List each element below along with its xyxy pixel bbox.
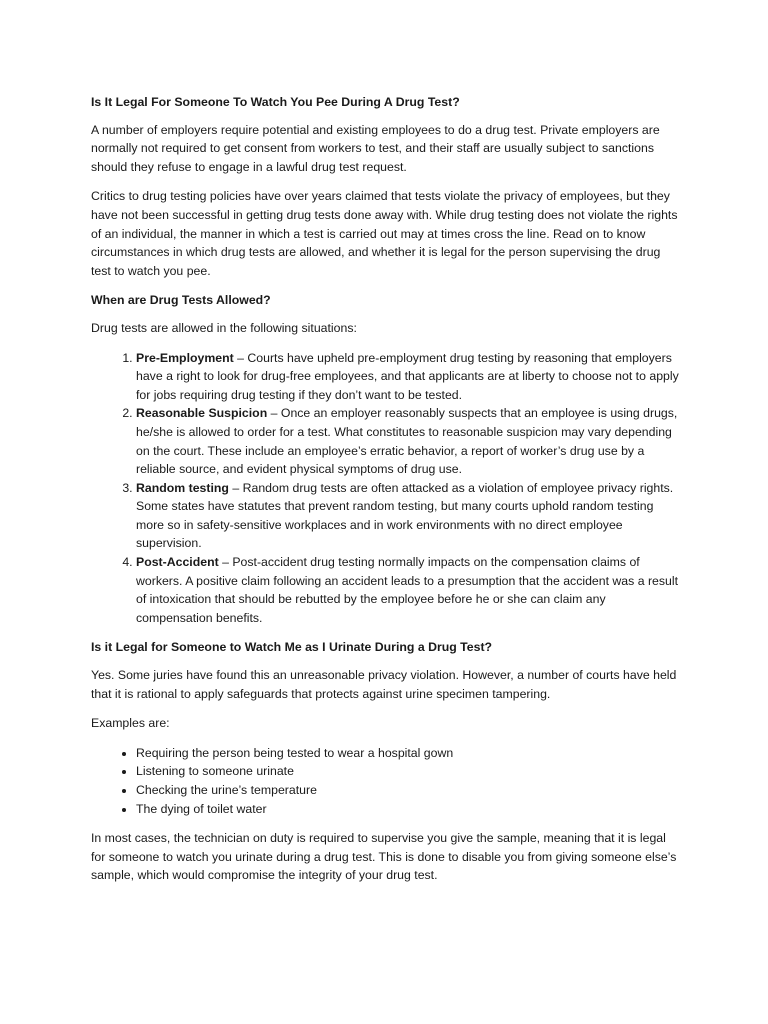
situations-list (91, 349, 681, 628)
intro-paragraph-2: Critics to drug testing policies have over years claimed that tests violate the privacy of employees, but they have not been successful in getting drug tests done away with. While drug testing does not violate the rights of an individual, the manner in which a test is carried out may at times cross the line. Read on to know circumstances in which drug tests are allowed, and whether it is legal for the person supervising the drug test to watch you pee. (91, 189, 678, 278)
list-item: • Checking the urine’s temperature (136, 781, 681, 800)
legality-paragraph: Yes. Some juries have found this an unreasonable privacy violation. However, a number of courts have held that it is rational to apply safeguards that protects against urine specimen tampering. (91, 668, 677, 701)
examples-list (91, 744, 681, 818)
list-item (136, 404, 681, 478)
intro-paragraph-1: A number of employers require potential and existing employees to do a drug test. Private employers are normally not required to get consent from workers to test, and their staff are usually subject to sanctions should they refuse to engage in a lawful drug test request. (91, 122, 660, 174)
conclusion-paragraph: In most cases, the technician on duty is required to supervise you give the sample, meaning that it is legal for someone to watch you urinate during a drug test. This is done to disable you from giving someone else’s sample, which would compromise the integrity of your drug test. (91, 831, 677, 883)
section-lead: Drug tests are allowed in the following situations: (91, 320, 357, 335)
section-heading-legality: Is it Legal for Someone to Watch Me as I Urinate During a Drug Test? (91, 640, 493, 655)
list-item-term: Pre-Employment (136, 350, 234, 365)
list-item-term: Post-Accident (136, 555, 219, 570)
section-heading-when-allowed: When are Drug Tests Allowed? (91, 293, 271, 308)
list-item-term: Random testing (136, 480, 229, 495)
list-item: • Listening to someone urinate (136, 762, 681, 781)
list-item: • Requiring the person being tested to wear a hospital gown (136, 744, 681, 763)
list-item-text: – Random drug tests are often attacked as a violation of employee privacy rights. Some states have statutes that prevent random testing, but many courts uphold random testing more so in safety-sensitive workplaces and in work environments with no direct employee supervision. (136, 480, 674, 551)
list-item-text: – Courts have upheld pre-employment drug testing by reasoning that employers have a right to look for drug-free employees, and that applicants are at liberty to choose not to apply for jobs requiring drug testing if they don’t want to be tested. (136, 350, 679, 402)
list-item: • The dying of toilet water (136, 800, 681, 819)
list-item-text: – Post-accident drug testing normally impacts on the compensation claims of workers. A positive claim following an accident leads to a presumption that the accident was a result of intoxication that should be rebutted by the employee before he or she can claim any compensation benefits. (136, 555, 679, 625)
document-title: Is It Legal For Someone To Watch You Pee During A Drug Test? (91, 95, 460, 109)
list-item-text: – Once an employer reasonably suspects that an employee is using drugs, he/she is allowed to order for a test. What constitutes to reasonable suspicion may vary depending on the court. These include an employee’s erratic behavior, a report of worker’s drug use by a reliable source, and evident physical symptoms of drug use. (136, 406, 678, 477)
list-item (136, 479, 681, 553)
examples-lead: Examples are: (91, 716, 170, 731)
list-item (136, 349, 681, 405)
list-item-term: Reasonable Suspicion (136, 406, 268, 421)
document-body (91, 93, 681, 896)
list-item (136, 553, 681, 627)
